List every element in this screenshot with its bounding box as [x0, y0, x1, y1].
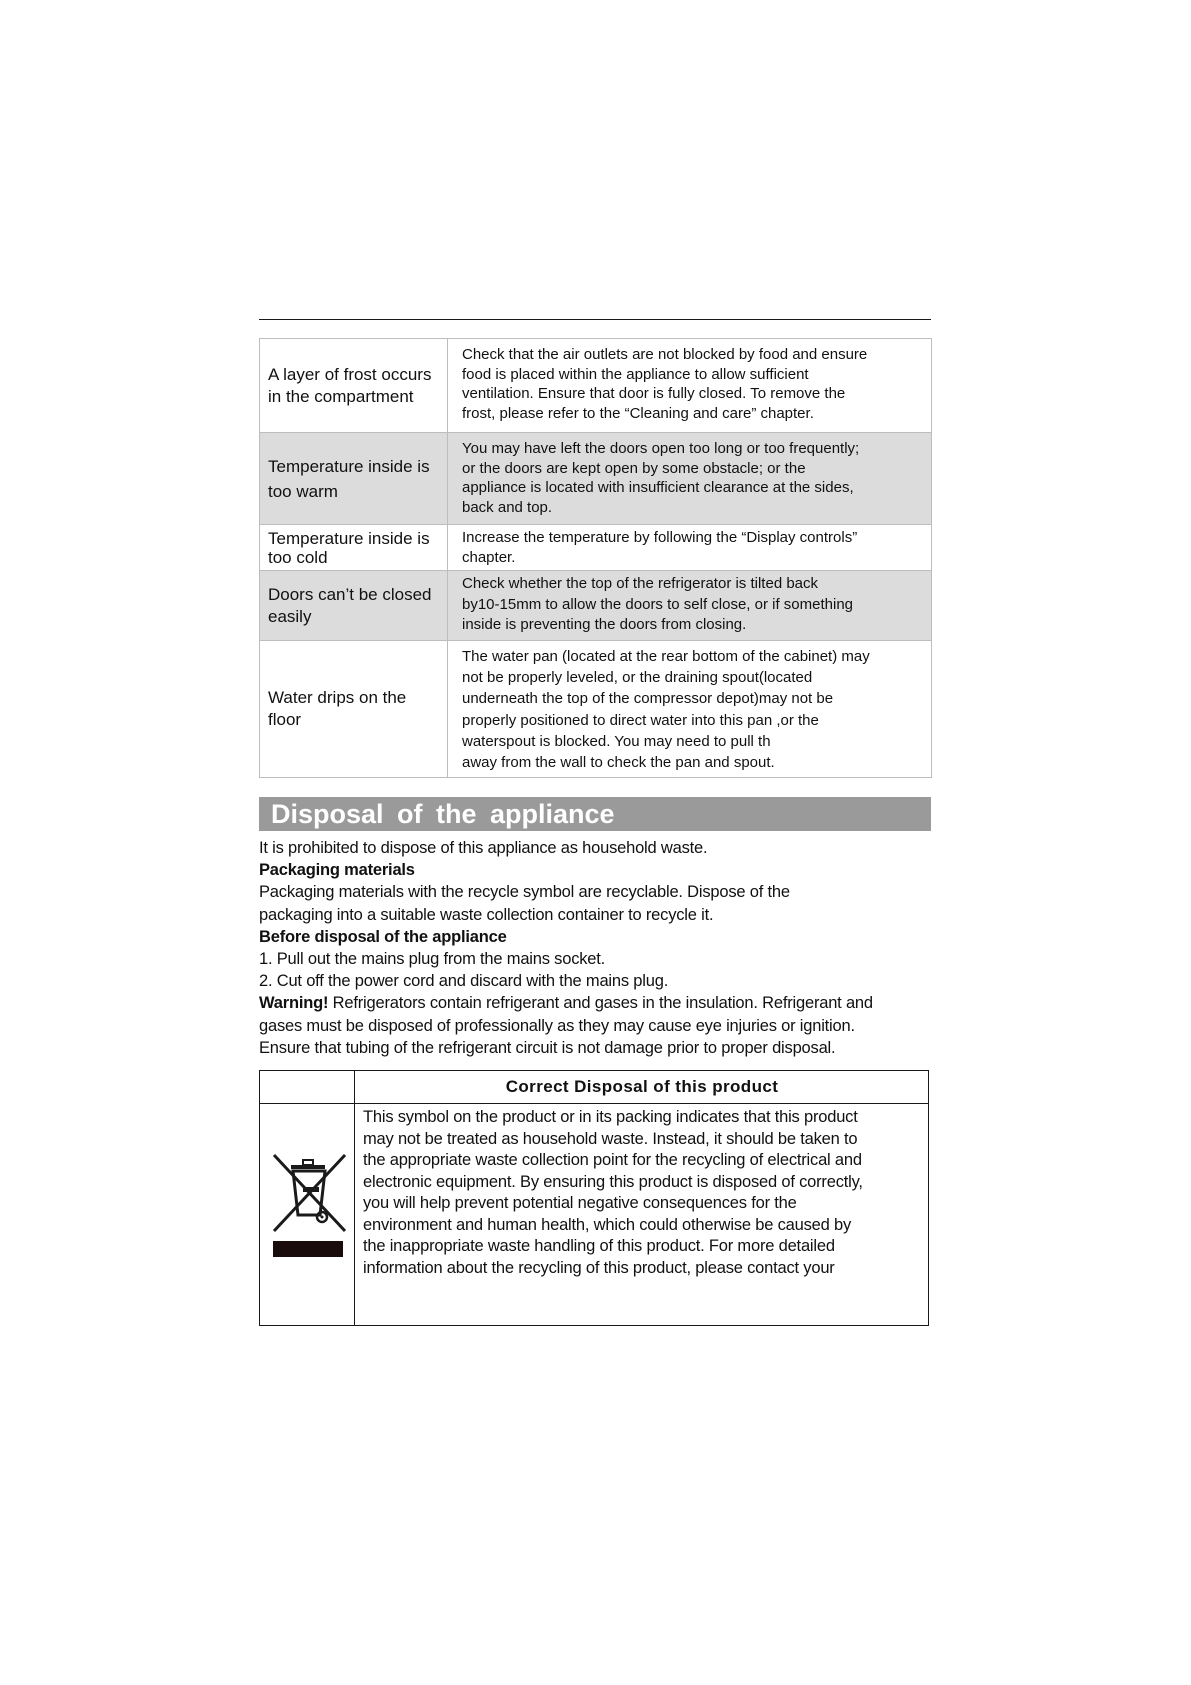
problem-cell [260, 571, 448, 640]
problem-text: Temperature inside is [268, 456, 430, 476]
row-divider [260, 1103, 928, 1104]
packaging-heading: Packaging materials [259, 861, 415, 880]
solution-text: appliance is located with insufficient clearance at the sides, [462, 479, 854, 496]
weee-title: Correct Disposal of this product [505, 1077, 779, 1096]
intro-text: It is prohibited to dispose of this appliance as household waste. [259, 839, 708, 857]
solution-text: properly positioned to direct water into this pan ,or the [462, 711, 819, 729]
packaging-text: Packaging materials with the recycle symbol are recyclable. Dispose of the [259, 883, 790, 902]
problem-text: in the compartment [268, 386, 414, 406]
table-row [260, 339, 931, 433]
solution-text: chapter. [462, 548, 516, 566]
solution-text: ventilation. Ensure that door is fully closed. To remove the [462, 385, 846, 402]
table-row [260, 641, 931, 777]
table-row [260, 525, 931, 571]
column-divider [354, 1071, 355, 1325]
problem-text: Water drips on the [268, 688, 407, 707]
before-disposal-heading: Before disposal of the appliance [259, 927, 507, 946]
solution-text: not be properly leveled, or the draining spout(located [462, 669, 813, 687]
solution-cell [448, 339, 931, 432]
solution-text: Increase the temperature by following the “Display controls” [462, 529, 858, 546]
warning-label: Warning! [259, 994, 329, 1013]
solution-text: food is placed within the appliance to allow sufficient [462, 365, 809, 383]
crossed-out-wheelie-bin-icon [265, 1151, 349, 1261]
solution-cell [448, 571, 931, 640]
problem-cell [260, 339, 448, 432]
weee-body-line: the appropriate waste collection point for the recycling of electrical and [363, 1151, 862, 1169]
weee-body [363, 1107, 933, 1279]
table-row [260, 571, 931, 641]
troubleshooting-table [259, 338, 932, 778]
warning-text: Refrigerators contain refrigerant and gases in the insulation. Refrigerant and [328, 994, 873, 1013]
problem-text: Doors can’t be closed [268, 584, 432, 604]
warning-paragraph [259, 992, 939, 1014]
weee-body-line: may not be treated as household waste. Instead, it should be taken to [363, 1129, 858, 1148]
solution-text: back and top. [462, 498, 553, 516]
table-row [260, 433, 931, 525]
problem-text: easily [268, 606, 312, 626]
solution-text: away from the wall to check the pan and spout. [462, 754, 775, 772]
weee-body-line: information about the recycling of this product, please contact your [363, 1258, 835, 1277]
solution-text: by10-15mm to allow the doors to self close, or if something [462, 595, 854, 613]
warning-text: Ensure that tubing of the refrigerant circuit is not damage prior to proper disposal. [259, 1038, 836, 1057]
solution-text: Check that the air outlets are not blocked by food and ensure [462, 346, 868, 363]
warning-text: gases must be disposed of professionally as they may cause eye injuries or ignition. [259, 1016, 855, 1035]
step-item: 2. Cut off the power cord and discard with the mains plug. [259, 972, 669, 991]
weee-body-line: environment and human health, which could otherwise be caused by [363, 1215, 852, 1234]
problem-text: A layer of frost occurs [268, 364, 432, 384]
solution-text: frost, please refer to the “Cleaning and care” chapter. [462, 404, 814, 422]
header-rule [259, 319, 931, 320]
packaging-text: packaging into a suitable waste collection container to recycle it. [259, 905, 714, 924]
solution-text: The water pan (located at the rear bottom of the cabinet) may [462, 648, 870, 665]
solution-text: underneath the top of the compressor depot)may not be [462, 690, 834, 708]
weee-body-line: electronic equipment. By ensuring this product is disposed of correctly, [363, 1172, 863, 1191]
problem-cell [260, 525, 448, 570]
problem-text: too warm [268, 481, 338, 501]
problem-cell [260, 433, 448, 524]
solution-cell [448, 641, 931, 777]
weee-box [259, 1070, 929, 1326]
problem-text: floor [268, 710, 302, 729]
weee-body-line: you will help prevent potential negative consequences for the [363, 1194, 797, 1212]
problem-text: too cold [268, 547, 328, 567]
weee-body-line: This symbol on the product or in its packing indicates that this product [363, 1108, 858, 1126]
solution-text: Check whether the top of the refrigerator is tilted back [462, 575, 819, 592]
problem-cell [260, 641, 448, 777]
solution-cell [448, 525, 931, 570]
problem-text: Temperature inside is [268, 528, 430, 548]
solution-text: or the doors are kept open by some obstacle; or the [462, 459, 806, 477]
step-item: 1. Pull out the mains plug from the mains socket. [259, 950, 606, 969]
solution-text: waterspout is blocked. You may need to pull th [462, 732, 771, 750]
disposal-text [259, 837, 939, 1059]
solution-text: inside is preventing the doors from closing. [462, 616, 747, 633]
weee-body-line: the inappropriate waste handling of this product. For more detailed [363, 1237, 835, 1255]
solution-text: You may have left the doors open too long or too frequently; [462, 440, 860, 457]
solution-cell [448, 433, 931, 524]
disposal-heading: Disposal of the appliance [259, 797, 931, 831]
